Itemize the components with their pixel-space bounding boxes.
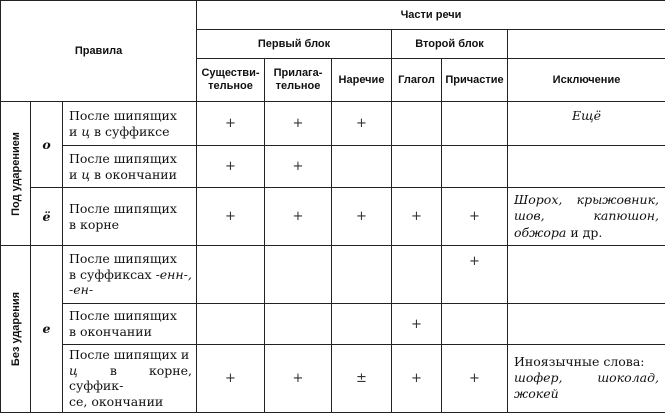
rule-line2-post: в корне, суффик- <box>69 363 192 394</box>
exception-cell <box>508 304 665 345</box>
rule-line1: После шипящих и <box>69 347 189 362</box>
empty-header-cell <box>508 30 665 59</box>
col-adverb-header: Наречие <box>332 59 392 102</box>
mark-participle: + <box>442 246 508 304</box>
vowel-yo: ё <box>31 188 63 246</box>
col-noun-line1: Существи- <box>201 67 259 79</box>
exception-cell <box>508 345 665 413</box>
unstressed-group-label: Без ударения <box>10 292 22 366</box>
rule-line2-em: ц <box>69 363 78 378</box>
col-adj-header <box>265 59 332 102</box>
exception-cell: Ещё <box>508 102 665 146</box>
mark-adj <box>265 246 332 304</box>
mark-verb <box>392 102 442 146</box>
rule-line2-pre: и <box>69 167 81 182</box>
exception-cell <box>508 188 665 246</box>
mark-noun: + <box>197 146 265 188</box>
col-noun-line2: тельное <box>208 80 253 92</box>
mark-verb: + <box>392 304 442 345</box>
exception-cell <box>508 146 665 188</box>
second-block-header: Второй блок <box>392 30 508 59</box>
rule-line1: После шипящих <box>69 251 177 266</box>
rule-line3: -ен- <box>69 282 93 297</box>
mark-noun: + <box>197 188 265 246</box>
mark-participle <box>442 146 508 188</box>
mark-noun: + <box>197 345 265 413</box>
col-exception-header: Исключение <box>508 59 665 102</box>
rule-cell <box>63 146 197 188</box>
mark-adverb <box>332 246 392 304</box>
mark-participle <box>442 102 508 146</box>
mark-participle: + <box>442 188 508 246</box>
mark-adverb: ± <box>332 345 392 413</box>
mark-adj: + <box>265 188 332 246</box>
rule-line1: После шипящих <box>69 201 177 216</box>
exception-lead: Иноязычные слова: <box>514 354 645 369</box>
rule-line2: в окончании <box>69 324 152 339</box>
mark-participle <box>442 304 508 345</box>
mark-adverb <box>332 146 392 188</box>
rule-cell <box>63 246 197 304</box>
mark-noun: + <box>197 102 265 146</box>
col-adj-line1: Прилага- <box>274 67 323 79</box>
exception-tail: и др. <box>566 225 602 240</box>
col-adj-line2: тельное <box>276 80 321 92</box>
rules-header: Правила <box>1 1 197 102</box>
exception-words: шофер, шоколад, жокей <box>514 370 659 401</box>
mark-adj: + <box>265 102 332 146</box>
mark-noun <box>197 304 265 345</box>
mark-verb <box>392 246 442 304</box>
mark-verb: + <box>392 345 442 413</box>
mark-verb <box>392 146 442 188</box>
rule-cell <box>63 102 197 146</box>
rule-line2-em: ц <box>81 124 90 139</box>
rule-line1: После шипящих <box>69 108 177 123</box>
stressed-group-cell <box>1 102 31 246</box>
rule-line1: После шипящих <box>69 151 177 166</box>
mark-adverb: + <box>332 188 392 246</box>
first-block-header: Первый блок <box>197 30 392 59</box>
rule-line2: в корне <box>69 217 119 232</box>
parts-of-speech-header: Части речи <box>197 1 665 30</box>
rule-line3: се, окончании <box>69 394 163 409</box>
mark-adj: + <box>265 345 332 413</box>
stressed-group-label: Под ударением <box>10 132 22 216</box>
rule-line2-em: ц <box>81 167 90 182</box>
rule-cell <box>63 304 197 345</box>
exception-words: Шорох, крыжовник, шов, капюшон, обжора <box>514 192 659 240</box>
col-participle-header: Причастие <box>442 59 508 102</box>
col-noun-header <box>197 59 265 102</box>
rule-line2-post: в окончании <box>90 167 177 182</box>
rule-line2-em: -енн-, <box>156 267 192 282</box>
rule-cell <box>63 345 197 413</box>
rule-line1: После шипящих <box>69 308 177 323</box>
rule-cell <box>63 188 197 246</box>
mark-noun <box>197 246 265 304</box>
mark-participle: + <box>442 345 508 413</box>
rule-line2-pre: и <box>69 124 81 139</box>
exception-cell <box>508 246 665 304</box>
mark-adverb <box>332 304 392 345</box>
unstressed-group-cell <box>1 246 31 413</box>
vowel-o: о <box>31 102 63 188</box>
mark-adj <box>265 304 332 345</box>
rule-line2-pre: в суффиксах <box>69 267 156 282</box>
mark-verb: + <box>392 188 442 246</box>
mark-adverb: + <box>332 102 392 146</box>
mark-adj: + <box>265 146 332 188</box>
rule-line2-post: в суффиксе <box>90 124 169 139</box>
col-verb-header: Глагол <box>392 59 442 102</box>
vowel-e: е <box>31 246 63 413</box>
